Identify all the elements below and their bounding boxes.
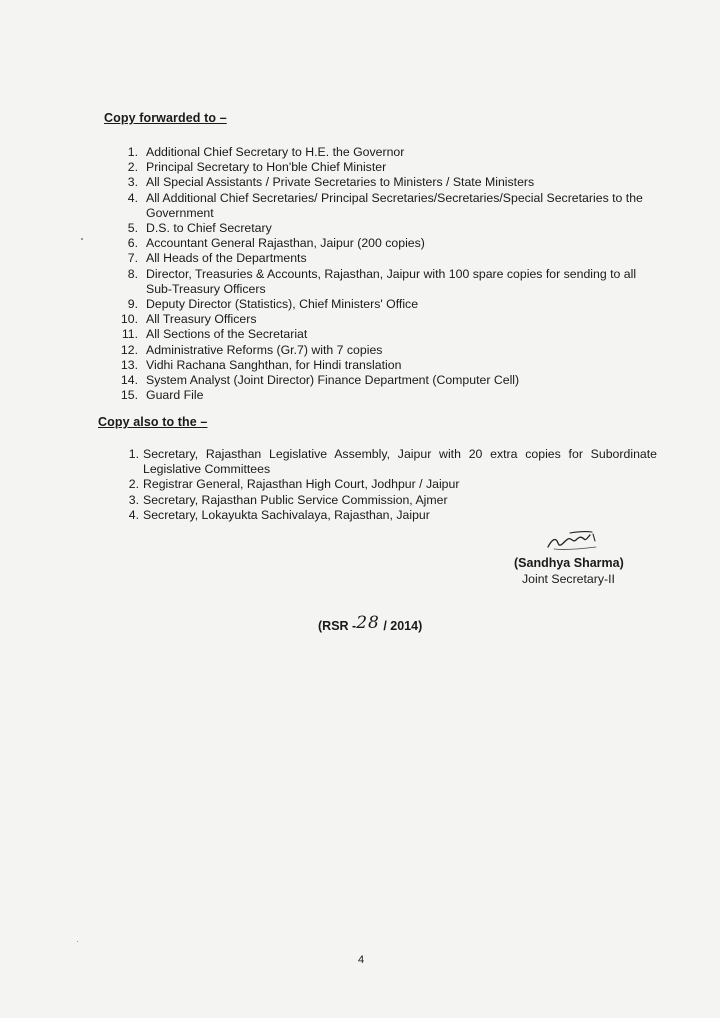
list-item-number: 11.: [121, 327, 138, 342]
reference-prefix: (RSR -: [318, 619, 357, 633]
recipient-list-item: [120, 236, 665, 251]
copy-forwarded-heading: Copy forwarded to –: [104, 111, 227, 125]
list-item-text: Secretary, Rajasthan Legislative Assembly, Jaipur with 20 extra copies for Subordinate Legislative Committees: [143, 447, 657, 477]
recipient-list-item: [120, 297, 665, 312]
list-item-number: 6.: [127, 236, 138, 251]
list-item-number: 2.: [128, 477, 139, 492]
list-item-number: 5.: [127, 221, 138, 236]
list-item-number: 3.: [127, 175, 138, 190]
copy-also-heading: Copy also to the –: [98, 415, 208, 429]
recipient-list-item: [120, 388, 665, 403]
list-item-text: Additional Chief Secretary to H.E. the Governor: [146, 145, 405, 159]
list-item-text: All Special Assistants / Private Secretaries to Ministers / State Ministers: [146, 175, 535, 190]
list-item-number: 1.: [127, 145, 138, 159]
list-item-text: Deputy Director (Statistics), Chief Ministers' Office: [146, 297, 419, 312]
list-item-number: 3.: [128, 492, 139, 507]
list-item-text: Director, Treasuries & Accounts, Rajasthan, Jaipur with 100 spare copies for sending to all Sub-Treasury Officers: [146, 266, 637, 296]
list-item-text: Secretary, Lokayukta Sachivalaya, Rajasthan, Jaipur: [143, 507, 430, 522]
also-recipient-list: [117, 447, 657, 523]
scan-speck: [81, 238, 83, 240]
handwritten-signature-mark: [540, 525, 610, 553]
recipient-list-item: [120, 175, 665, 190]
list-item-number: 2.: [127, 160, 138, 175]
list-item-number: 9.: [127, 297, 138, 312]
recipient-list-item: [120, 267, 665, 297]
recipient-list-item: [120, 251, 665, 266]
list-item-text: D.S. to Chief Secretary: [146, 221, 272, 236]
list-item-number: 4.: [128, 507, 139, 522]
list-item-text: Vidhi Rachana Sanghthan, for Hindi translation: [146, 357, 402, 372]
list-item-text: All Sections of the Secretariat: [146, 327, 308, 342]
forwarded-recipient-list: [120, 145, 665, 403]
list-item-text: Guard File: [146, 388, 204, 403]
list-item-text: Registrar General, Rajasthan High Court, Jodhpur / Jaipur: [143, 477, 460, 492]
recipient-list-item: [120, 191, 665, 221]
recipient-list-item: [120, 221, 665, 236]
recipient-list-item: [120, 358, 665, 373]
list-item-number: 8.: [127, 266, 138, 281]
list-item-number: 1.: [128, 447, 139, 461]
recipient-list-item: [120, 145, 665, 160]
scan-speck: [77, 941, 78, 942]
signature: [500, 525, 650, 553]
reference-handwritten-number: 28: [356, 613, 380, 633]
list-item-number: 14.: [120, 373, 138, 388]
recipient-list-item: [120, 327, 665, 342]
list-item-text: System Analyst (Joint Director) Finance Department (Computer Cell): [146, 373, 520, 388]
recipient-list-item: [117, 508, 657, 523]
signatory-name: (Sandhya Sharma): [514, 556, 624, 570]
list-item-text: Accountant General Rajasthan, Jaipur (200 copies): [146, 236, 425, 251]
list-item-number: 12.: [120, 342, 138, 357]
list-item-number: 4.: [127, 190, 138, 205]
list-item-number: 10.: [120, 312, 138, 327]
list-item-text: Principal Secretary to Hon'ble Chief Minister: [146, 160, 387, 175]
list-item-text: All Heads of the Departments: [146, 251, 307, 266]
list-item-text: Secretary, Rajasthan Public Service Commission, Ajmer: [143, 492, 448, 507]
recipient-list-item: [117, 447, 657, 477]
recipient-list-item: [120, 373, 665, 388]
list-item-text: All Additional Chief Secretaries/ Principal Secretaries/Secretaries/Special Secretaries to the Government: [146, 190, 643, 220]
page-number: 4: [358, 954, 365, 966]
list-item-number: 7.: [127, 251, 138, 266]
recipient-list-item: [117, 493, 657, 508]
recipient-list-item: [120, 343, 665, 358]
list-item-text: Administrative Reforms (Gr.7) with 7 copies: [146, 342, 383, 357]
signatory-title: Joint Secretary-II: [522, 572, 615, 586]
list-item-number: 15.: [120, 388, 138, 403]
reference-number: [318, 615, 422, 635]
reference-suffix: / 2014): [383, 619, 423, 633]
recipient-list-item: [120, 160, 665, 175]
list-item-text: All Treasury Officers: [146, 312, 257, 327]
recipient-list-item: [120, 312, 665, 327]
recipient-list-item: [117, 477, 657, 492]
list-item-number: 13.: [120, 357, 138, 372]
